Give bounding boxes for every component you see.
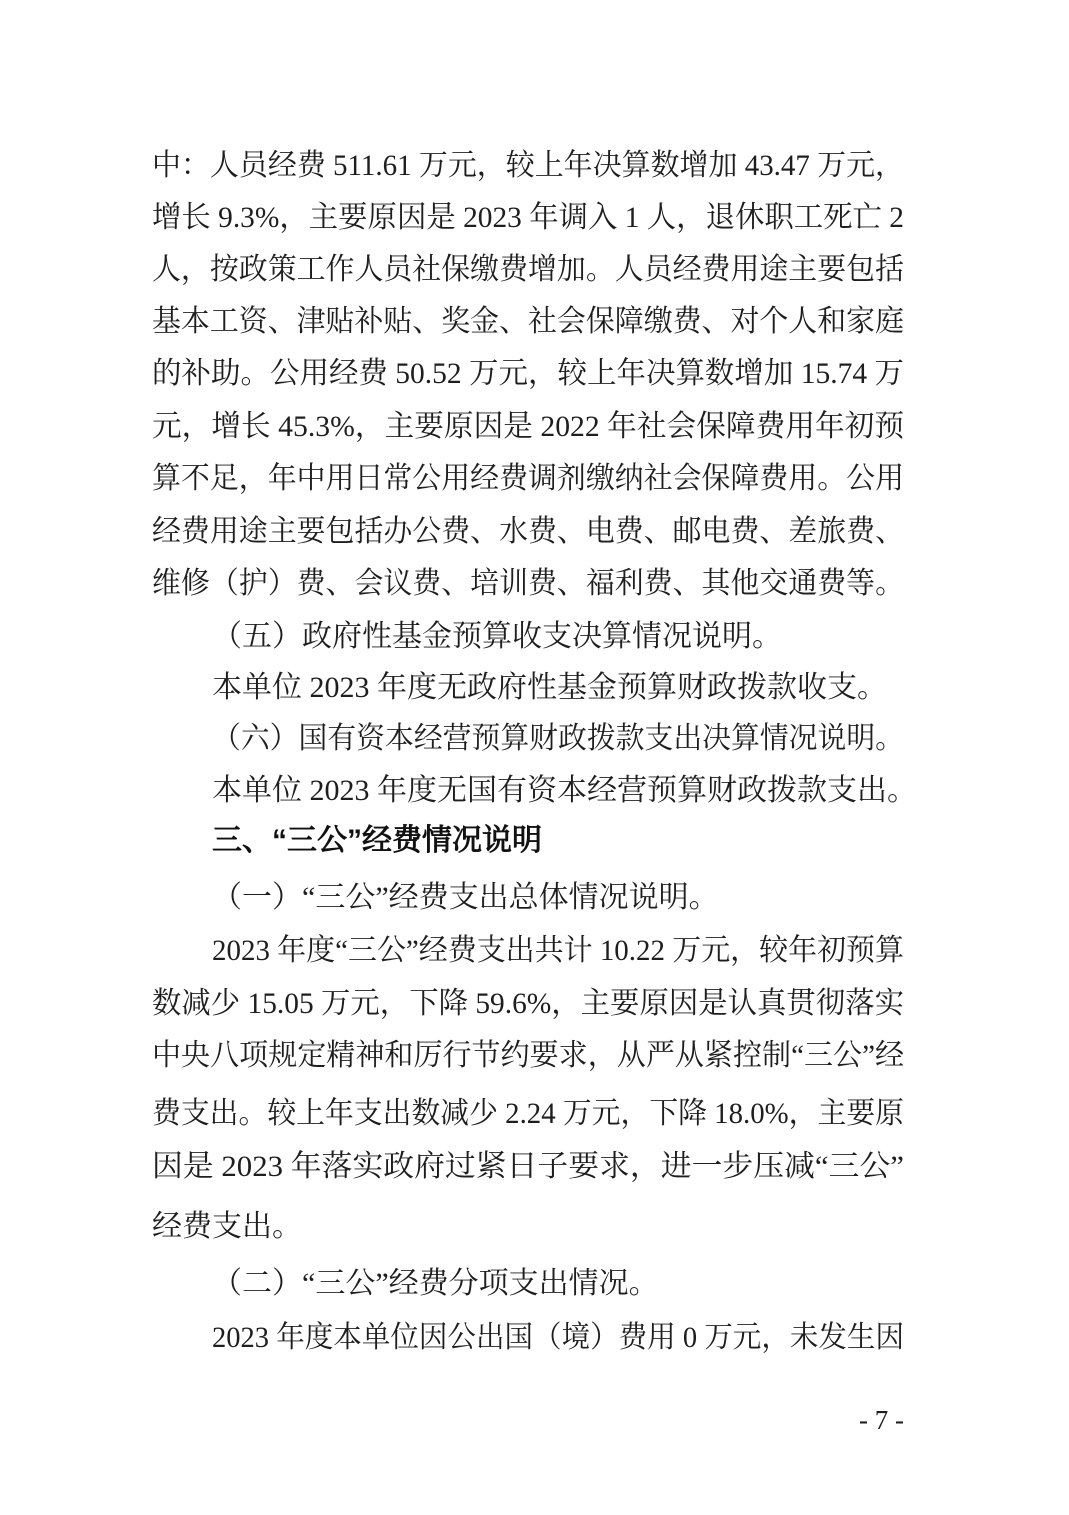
subheading-one	[152, 881, 904, 921]
line-text: 本单位 2023 年度无国有资本经营预算财政拨款支出。	[212, 774, 917, 807]
subheading-five	[152, 620, 904, 660]
line-text: （六）国有资本经营预算财政拨款支出决算情况说明。	[212, 722, 904, 755]
subheading-two	[152, 1267, 904, 1307]
line-text: 的补助。公用经费 50.52 万元，较上年决算数增加 15.74 万	[152, 357, 904, 390]
page-number	[152, 1404, 904, 1436]
line-text: 三、“三公”经费情况说明	[212, 824, 542, 857]
line-text: 数减少 15.05 万元，下降 59.6%，主要原因是认真贯彻落实	[152, 987, 904, 1020]
paragraph-line	[152, 462, 904, 502]
line-text: 因是 2023 年落实政府过紧日子要求，进一步压减“三公”	[152, 1150, 904, 1183]
line-text: 中：人员经费 511.61 万元，较上年决算数增加 43.47 万元，	[152, 149, 905, 182]
paragraph-line	[152, 1150, 904, 1190]
line-text: （五）政府性基金预算收支决算情况说明。	[212, 620, 782, 653]
line-text: 2023 年度本单位因公出国（境）费用 0 万元，未发生因	[212, 1321, 904, 1354]
paragraph-line	[152, 987, 904, 1027]
line-text: 2023 年度“三公”经费支出共计 10.22 万元，较年初预算	[212, 934, 904, 967]
line-text: 经费支出。	[152, 1210, 302, 1243]
paragraph-line	[152, 201, 904, 241]
paragraph-line	[152, 1097, 904, 1137]
paragraph-line	[152, 934, 904, 974]
line-text: 基本工资、津贴补贴、奖金、社会保障缴费、对个人和家庭	[152, 305, 904, 338]
paragraph-line	[152, 1039, 904, 1079]
paragraph-line	[152, 671, 904, 711]
line-text: 经费用途主要包括办公费、水费、电费、邮电费、差旅费、	[152, 515, 904, 548]
paragraph-line	[152, 1321, 904, 1361]
page-number-text: - 7 -	[859, 1405, 904, 1435]
line-text: 费支出。较上年支出数减少 2.24 万元，下降 18.0%，主要原	[152, 1097, 904, 1130]
line-text: 维修（护）费、会议费、培训费、福利费、其他交通费等。	[152, 567, 904, 600]
paragraph-line	[152, 357, 904, 397]
paragraph-line	[152, 1210, 904, 1250]
paragraph-line	[152, 774, 917, 814]
paragraph-line	[152, 305, 904, 345]
paragraph-line	[152, 149, 904, 189]
line-text: 增长 9.3%，主要原因是 2023 年调入 1 人，退休职工死亡 2	[152, 201, 904, 234]
paragraph-line	[152, 567, 904, 607]
subheading-six	[152, 722, 904, 762]
paragraph-line	[152, 515, 904, 555]
line-text: 元，增长 45.3%，主要原因是 2022 年社会保障费用年初预	[152, 410, 905, 443]
line-text: （一）“三公”经费支出总体情况说明。	[212, 881, 719, 914]
line-text: （二）“三公”经费分项支出情况。	[212, 1267, 659, 1300]
section-heading-three	[152, 824, 904, 864]
line-text: 算不足，年中用日常公用经费调剂缴纳社会保障费用。公用	[152, 462, 904, 495]
line-text: 中央八项规定精神和厉行节约要求，从严从紧控制“三公”经	[152, 1039, 905, 1072]
paragraph-line	[152, 410, 904, 450]
line-text: 本单位 2023 年度无政府性基金预算财政拨款收支。	[212, 671, 887, 704]
line-text: 人，按政策工作人员社保缴费增加。人员经费用途主要包括	[152, 253, 904, 286]
paragraph-line	[152, 253, 904, 293]
